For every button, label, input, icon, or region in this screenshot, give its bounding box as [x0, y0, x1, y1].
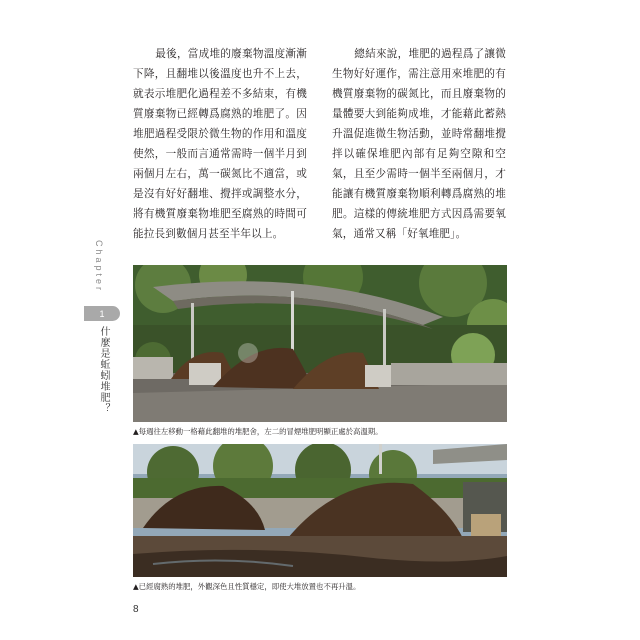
- body-text-left-column: 最後，當成堆的廢棄物溫度漸漸下降，且翻堆以後溫度也升不上去，就表示堆肥化過程差不多結束，有機質廢棄物已經轉爲腐熟的堆肥了。因堆肥過程受限於微生物的作用和溫度使然，一般而言通常需時一個半月到兩個月左右，萬一碳氮比不適當，或是沒有好好翻堆、攪拌或調整水分，將有機質廢棄物堆肥至腐熟的時間可能拉長到數個月甚至半年以上。: [133, 48, 307, 240]
- chapter-number: 1: [99, 308, 105, 319]
- chapter-title: 什麼是蚯蚓堆肥？: [98, 326, 109, 414]
- compost-shed-photo: [133, 265, 507, 422]
- page-number: 8: [133, 604, 139, 615]
- chapter-number-tab: [84, 306, 120, 321]
- mature-compost-photo: [133, 444, 507, 577]
- bottom-photo-caption: ▲已經腐熟的堆肥，外觀深色且性質穩定，即使大堆放置也不再升溫。: [133, 582, 361, 591]
- chapter-label: Chapter: [94, 240, 104, 294]
- top-photo-caption: ▲每週往左移動一格藉此翻堆的堆肥舍，左二的冒煙堆肥明顯正處於高溫期。: [133, 427, 383, 436]
- body-text-right-column: 總結來說，堆肥的過程爲了讓微生物好好運作，需注意用來堆肥的有機質廢棄物的碳氮比，而且廢棄物的量體要大到能夠成堆，才能藉此蓄熱升溫促進微生物活動，並時常翻堆攪拌以確保堆肥內部有足夠空隙和空氣，且至少需時一個半至兩個月，才能讓有機質廢棄物順利轉爲腐熟的堆肥。這樣的傳統堆肥方式因爲需要氧氣，通常又稱「好氧堆肥」。: [332, 48, 506, 240]
